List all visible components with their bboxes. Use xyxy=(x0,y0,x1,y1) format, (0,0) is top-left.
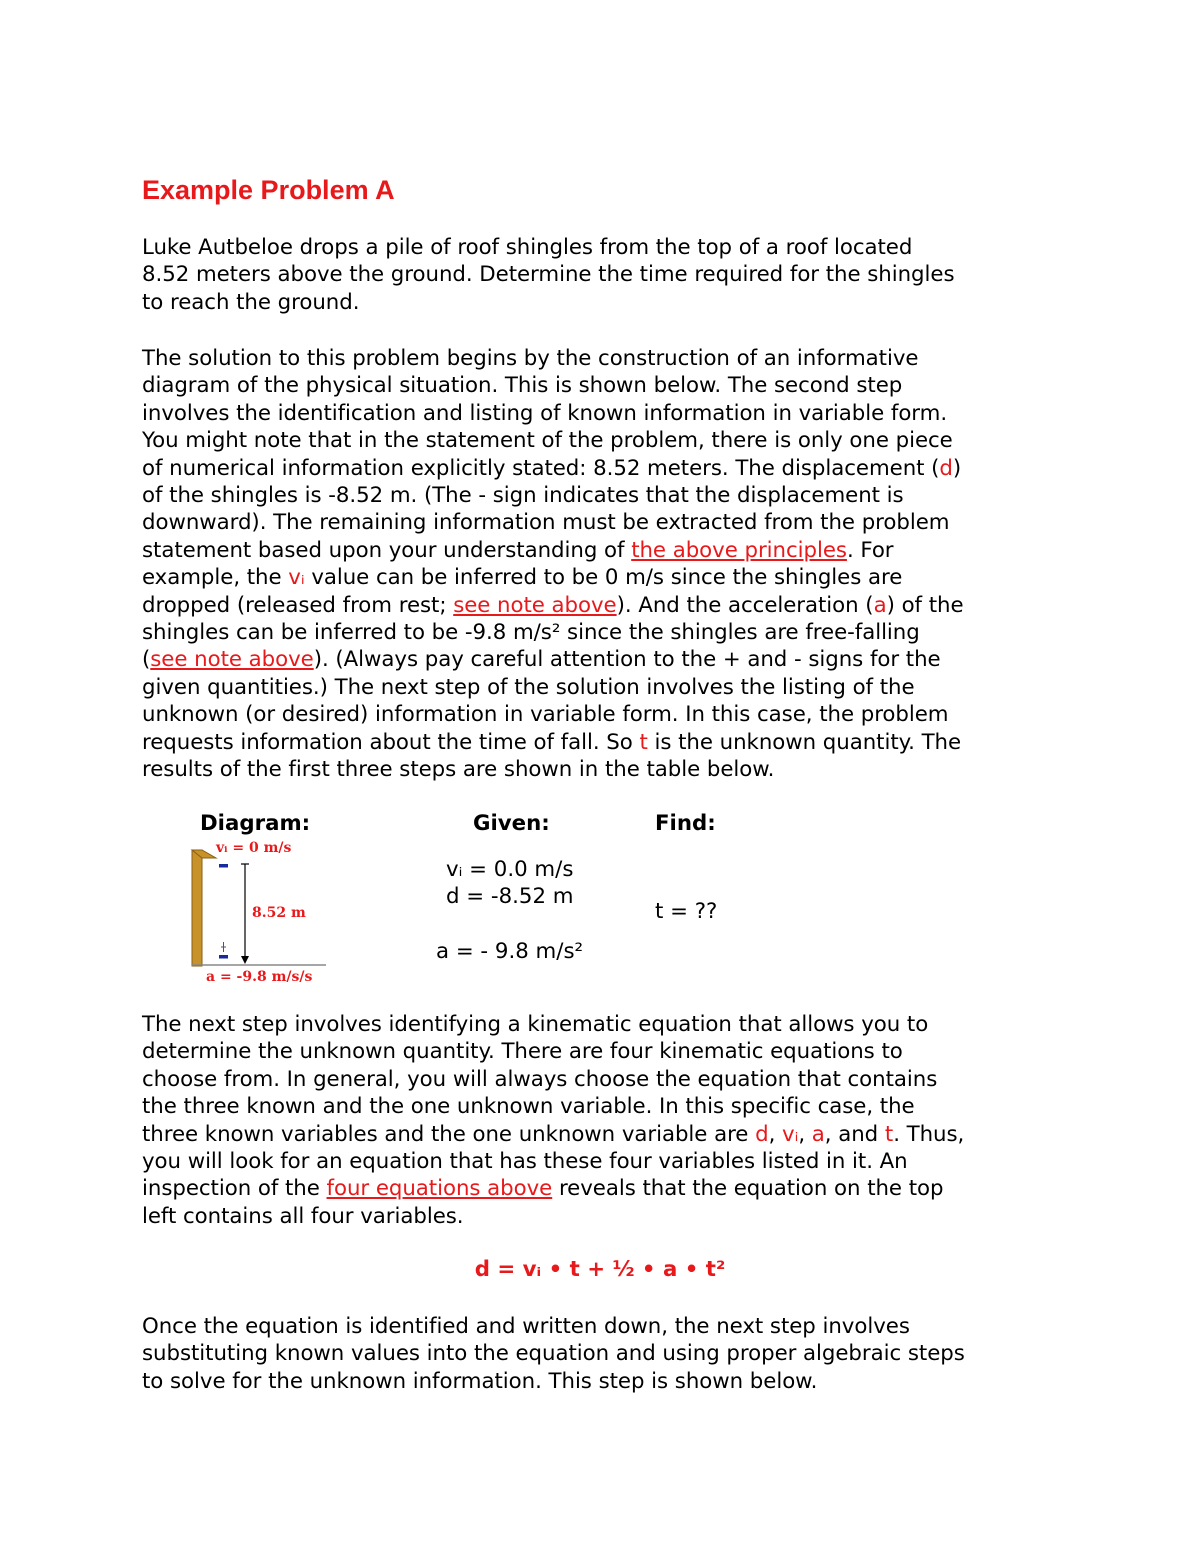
shingle-bottom-marker xyxy=(219,955,228,959)
final-line: substituting known values into the equation and using proper algebraic steps xyxy=(142,1341,965,1367)
kinematic-equation: d = vᵢ • t + ½ • a • t² xyxy=(474,1257,726,1282)
text-span: statement based upon your understanding of xyxy=(142,537,632,563)
text-span: requests information about the time of fall. So xyxy=(142,729,640,755)
final-line: Once the equation is identified and written down, the next step involves xyxy=(142,1314,910,1339)
solution-line: given quantities.) The next step of the solution involves the listing of the xyxy=(142,674,915,700)
text-span: . For xyxy=(846,537,894,563)
solution-line xyxy=(142,455,1072,482)
height-label: 8.52 m xyxy=(252,905,306,921)
accel-label: a = -9.8 m/s/s xyxy=(206,969,313,985)
text-span: reveals that the equation on the top xyxy=(552,1176,944,1202)
four-equations-link[interactable]: four equations above xyxy=(326,1176,553,1202)
solution-line: The solution to this problem begins by the construction of an informative xyxy=(142,346,919,371)
solution-line xyxy=(142,537,1072,564)
solution-line: downward). The remaining information must be extracted from the problem xyxy=(142,510,950,536)
solution-line xyxy=(142,592,1072,619)
variable-a: a xyxy=(811,1121,825,1147)
find-header: Find: xyxy=(655,811,716,836)
see-note-above-link[interactable]: see note above xyxy=(453,592,617,618)
text-span: of numerical information explicitly stated: 8.52 meters. The displacement ( xyxy=(142,455,940,481)
text-span: . Thus, xyxy=(893,1121,965,1147)
problem-line: to reach the ground. xyxy=(142,289,360,315)
variable-t: t xyxy=(639,729,648,755)
given-d: d = -8.52 m xyxy=(446,884,574,909)
text-span: , xyxy=(798,1121,812,1147)
text-span: , xyxy=(768,1121,783,1147)
problem-line: Luke Autbeloe drops a pile of roof shingles from the top of a roof located xyxy=(142,235,913,260)
solution-line: shingles can be inferred to be -9.8 m/s² since the shingles are free-falling xyxy=(142,620,920,646)
final-paragraph xyxy=(142,1313,1072,1395)
next-step-line xyxy=(142,1121,1072,1148)
given-header: Given: xyxy=(473,811,550,836)
given-vi: vᵢ = 0.0 m/s xyxy=(446,857,574,882)
solution-line xyxy=(142,729,1072,756)
solution-line: results of the first three steps are shown in the table below. xyxy=(142,757,775,783)
solution-line: You might note that in the statement of the problem, there is only one piece xyxy=(142,428,953,454)
text-span: dropped (released from rest; xyxy=(142,592,454,618)
text-span: is the unknown quantity. The xyxy=(647,729,962,755)
diagram-header: Diagram: xyxy=(200,811,311,836)
next-step-line xyxy=(142,1175,1072,1202)
text-span: ( xyxy=(142,647,151,673)
height-arrow-head xyxy=(241,956,249,964)
next-step-line: determine the unknown quantity. There are four kinematic equations to xyxy=(142,1039,903,1065)
see-note-above-link[interactable]: see note above xyxy=(150,647,314,673)
next-step-line: The next step involves identifying a kinematic equation that allows you to xyxy=(142,1012,929,1037)
text-span: three known variables and the one unknown variable are xyxy=(142,1121,756,1147)
solution-line: of the shingles is -8.52 m. (The - sign indicates that the displacement is xyxy=(142,483,904,509)
page-title: Example Problem A xyxy=(142,175,395,205)
shingle-top-marker xyxy=(219,864,228,868)
roof-post xyxy=(192,850,202,966)
variable-a: a xyxy=(873,592,887,618)
final-line: to solve for the unknown information. This step is shown below. xyxy=(142,1368,818,1394)
variable-t: t xyxy=(884,1121,894,1147)
text-span: ) xyxy=(952,455,962,481)
text-span: ). (Always pay careful attention to the + and - signs for the xyxy=(313,647,941,673)
problem-statement xyxy=(142,234,1072,316)
text-span: example, the xyxy=(142,565,289,591)
next-step-line: choose from. In general, you will always choose the equation that contains xyxy=(142,1066,938,1092)
variable-d: d xyxy=(939,455,953,481)
text-span: value can be inferred to be 0 m/s since the shingles are xyxy=(304,565,903,591)
next-step-paragraph xyxy=(142,1011,1072,1230)
problem-line: 8.52 meters above the ground. Determine the time required for the shingles xyxy=(142,262,955,288)
solution-line: unknown (or desired) information in variable form. In this case, the problem xyxy=(142,702,949,728)
solution-line: involves the identification and listing of known information in variable form. xyxy=(142,400,948,426)
solution-line: diagram of the physical situation. This is shown below. The second step xyxy=(142,373,903,399)
solution-paragraph xyxy=(142,345,1072,784)
variable-vi: vᵢ xyxy=(288,565,305,591)
variable-d: d xyxy=(755,1121,769,1147)
solution-line xyxy=(142,564,1072,591)
text-span: inspection of the xyxy=(142,1176,327,1202)
next-step-line: left contains all four variables. xyxy=(142,1203,464,1229)
solution-line xyxy=(142,646,1072,673)
text-span: ) of the xyxy=(886,592,964,618)
given-a: a = - 9.8 m/s² xyxy=(436,939,584,964)
text-span: ). And the acceleration ( xyxy=(616,592,874,618)
variable-vi: vᵢ xyxy=(782,1121,799,1147)
above-principles-link[interactable]: the above principles xyxy=(631,537,847,563)
next-step-line: the three known and the one unknown variable. In this specific case, the xyxy=(142,1094,915,1120)
next-step-line: you will look for an equation that has these four variables listed in it. An xyxy=(142,1149,908,1175)
falling-shingles-diagram xyxy=(186,838,336,988)
find-t: t = ?? xyxy=(655,899,718,924)
text-span: , and xyxy=(824,1121,885,1147)
vi-label: vᵢ = 0 m/s xyxy=(216,840,292,856)
